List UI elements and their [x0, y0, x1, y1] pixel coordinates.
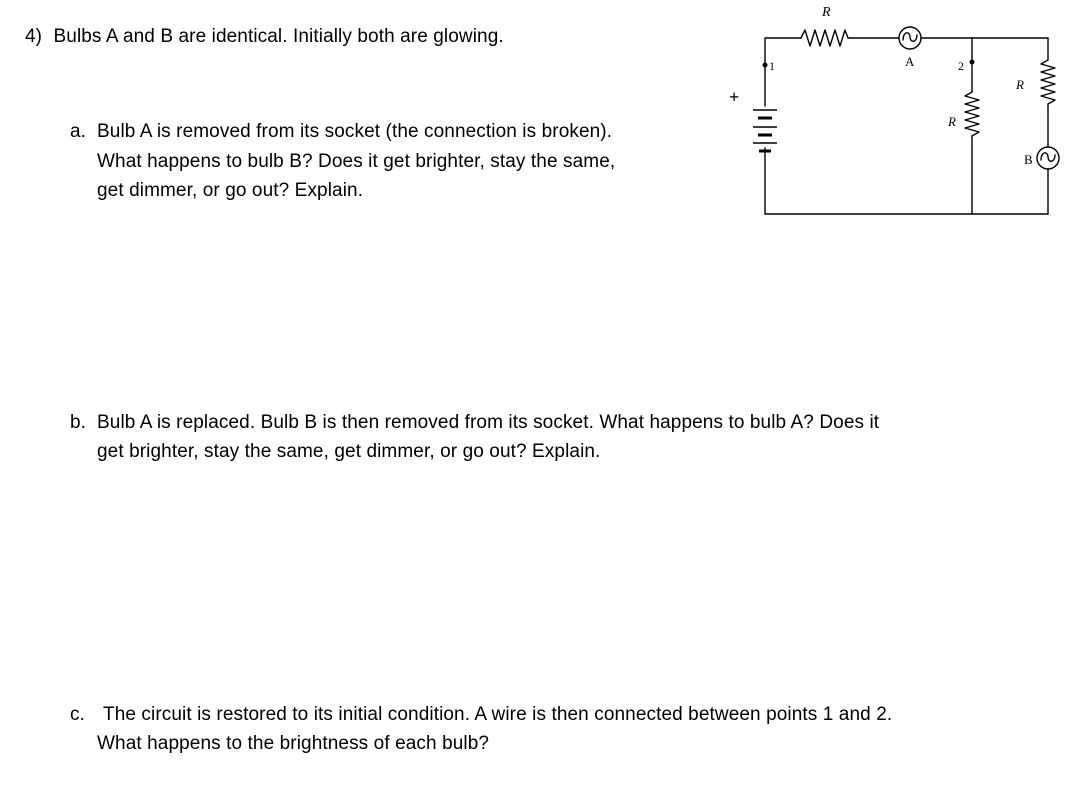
wire-top-right [921, 38, 1048, 60]
part-c-marker: c. [70, 704, 85, 725]
part-b-line-2: get brighter, stay the same, get dimmer, or go out? Explain. [97, 441, 601, 462]
bulb-b-label: B [1024, 152, 1033, 167]
point-1-dot [763, 63, 768, 68]
point-2-label: 2 [958, 59, 964, 73]
part-a-line-3: get dimmer, or go out? Explain. [97, 180, 364, 201]
problem-heading [25, 22, 504, 51]
resistor-right-symbol [1041, 60, 1055, 104]
battery-symbol [753, 110, 777, 151]
resistor-middle-symbol [965, 92, 979, 136]
resistor-top-label: R [822, 5, 831, 20]
problem-intro: Bulbs A and B are identical. Initially both are glowing. [53, 26, 504, 47]
circuit-diagram [720, 0, 1076, 230]
resistor-right-label: R [1016, 77, 1024, 92]
battery-plus-label: + [729, 87, 740, 107]
part-c-line-1: The circuit is restored to its initial condition. A wire is then connected between points 1 and 2. [103, 704, 893, 725]
part-b-line-1: Bulb A is replaced. Bulb B is then removed from its socket. What happens to bulb A? Does it [97, 412, 880, 433]
part-b-marker: b. [70, 412, 87, 433]
part-a-line-2: What happens to bulb B? Does it get brighter, stay the same, [97, 151, 616, 172]
problem-number: 4) [25, 26, 43, 47]
part-c-line-2: What happens to the brightness of each bulb? [97, 733, 490, 754]
part-a-line-1: Bulb A is removed from its socket (the connection is broken). [97, 121, 613, 142]
resistor-middle-label: R [948, 114, 956, 129]
point-2-dot [970, 60, 975, 65]
point-1-label: 1 [769, 59, 775, 73]
bulb-a-filament [903, 33, 917, 41]
bulb-b-filament [1041, 153, 1055, 161]
resistor-top-symbol [801, 30, 848, 46]
part-a-marker: a. [70, 121, 87, 142]
bulb-a-label: A [905, 54, 915, 69]
